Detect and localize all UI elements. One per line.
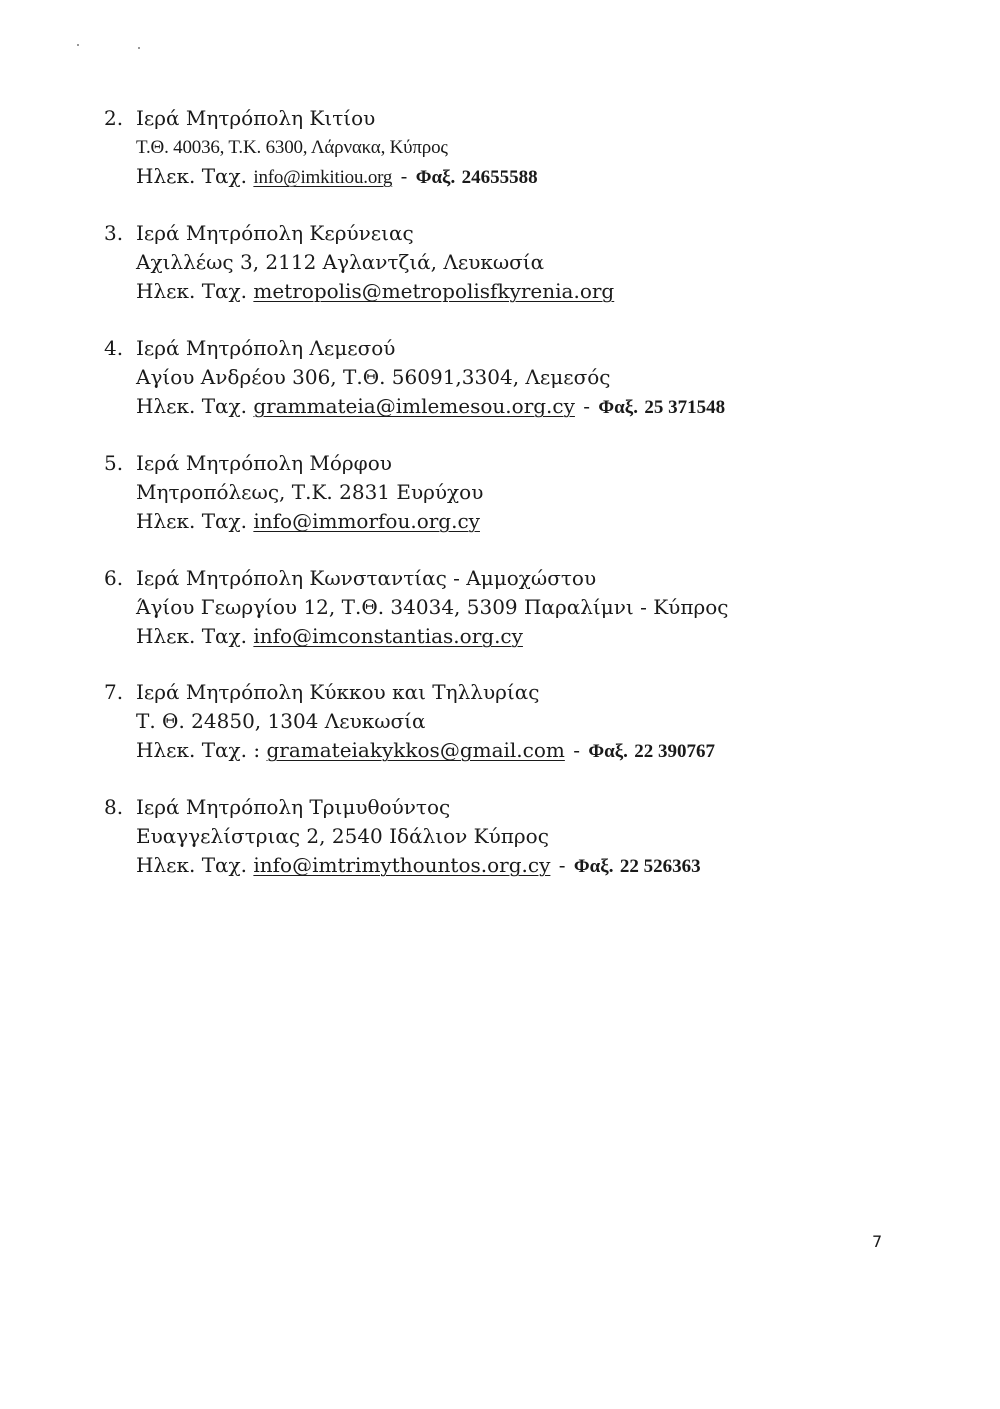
entry-number: 3.	[104, 221, 124, 245]
entry-title-line	[104, 564, 964, 593]
entry-title: Ιερά Μητρόπολη Κύκκου και Τηλλυρίας	[136, 680, 540, 704]
email-label: Ηλεκ. Ταχ. :	[136, 738, 261, 762]
entry-title: Ιερά Μητρόπολη Κερύνειας	[136, 221, 414, 245]
fax-number: 22 526363	[619, 856, 701, 877]
entry-title-line	[104, 449, 964, 478]
fax-separator: -	[583, 394, 591, 418]
page-number: 7	[872, 1232, 883, 1251]
entry-contact-line	[104, 277, 964, 306]
entry-contact-line	[104, 507, 964, 536]
fax-label: Φαξ.	[598, 397, 638, 418]
entry-number: 5.	[104, 451, 124, 475]
entry-contact-line	[104, 162, 964, 191]
entry-contact-line	[104, 851, 964, 880]
entry-title: Ιερά Μητρόπολη Κιτίου	[136, 106, 376, 130]
entry-address: Αγίου Ανδρέου 306, Τ.Θ. 56091,3304, Λεμεσός	[136, 365, 611, 389]
entry-address: Τ.Θ. 40036, Τ.Κ. 6300, Λάρνακα, Κύπρος	[136, 137, 448, 158]
email-link[interactable]: metropolis@metropolisfkyrenia.org	[253, 279, 615, 303]
fax-label: Φαξ.	[588, 741, 628, 762]
entry-contact-line	[104, 622, 964, 651]
fax-number: 24655588	[461, 167, 538, 188]
entry-kitiou	[104, 104, 964, 191]
entry-trimythounta	[104, 793, 964, 880]
entry-number: 7.	[104, 680, 124, 704]
fax-separator: -	[400, 164, 408, 188]
entry-kykkos	[104, 678, 964, 765]
entry-address: Ευαγγελίστριας 2, 2540 Ιδάλιον Κύπρος	[136, 824, 549, 848]
entry-number: 4.	[104, 336, 124, 360]
scan-speck	[77, 44, 79, 46]
entry-title: Ιερά Μητρόπολη Τριμυθούντος	[136, 795, 451, 819]
email-link[interactable]: info@imconstantias.org.cy	[253, 624, 523, 648]
entry-konstantia	[104, 564, 964, 651]
entry-address: Τ. Θ. 24850, 1304 Λευκωσία	[136, 709, 426, 733]
entry-title-line	[104, 678, 964, 707]
entry-title-line	[104, 104, 964, 133]
email-label: Ηλεκ. Ταχ.	[136, 279, 248, 303]
entry-title: Ιερά Μητρόπολη Λεμεσού	[136, 336, 396, 360]
entry-title-line	[104, 793, 964, 822]
entry-number: 2.	[104, 106, 124, 130]
fax-label: Φαξ.	[415, 167, 456, 188]
entry-morfou	[104, 449, 964, 536]
entry-lemesos	[104, 334, 964, 421]
scan-speck	[138, 47, 140, 49]
fax-label: Φαξ.	[573, 856, 614, 877]
email-label: Ηλεκ. Ταχ.	[136, 624, 248, 648]
email-label: Ηλεκ. Ταχ.	[136, 853, 248, 877]
entry-contact-line	[104, 392, 964, 421]
email-link[interactable]: info@immorfou.org.cy	[253, 509, 480, 533]
entry-title-line	[104, 219, 964, 248]
email-label: Ηλεκ. Ταχ.	[136, 394, 248, 418]
email-label: Ηλεκ. Ταχ.	[136, 509, 248, 533]
fax-separator: -	[573, 738, 580, 762]
email-link[interactable]: gramateiakykkos@gmail.com	[266, 738, 565, 762]
fax-number: 25 371548	[644, 397, 726, 418]
entry-title-line	[104, 334, 964, 363]
entry-kyreneia	[104, 219, 964, 306]
entry-number: 6.	[104, 566, 124, 590]
entry-number: 8.	[104, 795, 124, 819]
fax-number: 22 390767	[634, 741, 716, 762]
entry-address: Μητροπόλεως, Τ.Κ. 2831 Ευρύχου	[136, 480, 484, 504]
email-label: Ηλεκ. Ταχ.	[136, 164, 248, 188]
fax-separator: -	[558, 853, 566, 877]
entry-address: Αχιλλέως 3, 2112 Αγλαντζιά, Λευκωσία	[136, 250, 545, 274]
entry-title: Ιερά Μητρόπολη Κωνσταντίας - Αμμοχώστου	[136, 566, 597, 590]
entry-address: Άγίου Γεωργίου 12, Τ.Θ. 34034, 5309 Παραλίμνι - Κύπρος	[136, 595, 729, 619]
email-link[interactable]: info@imkitiou.org	[253, 167, 393, 188]
entry-title: Ιερά Μητρόπολη Μόρφου	[136, 451, 392, 475]
email-link[interactable]: info@imtrimythountos.org.cy	[253, 853, 551, 877]
email-link[interactable]: grammateia@imlemesou.org.cy	[253, 394, 575, 418]
entry-contact-line	[104, 736, 964, 765]
